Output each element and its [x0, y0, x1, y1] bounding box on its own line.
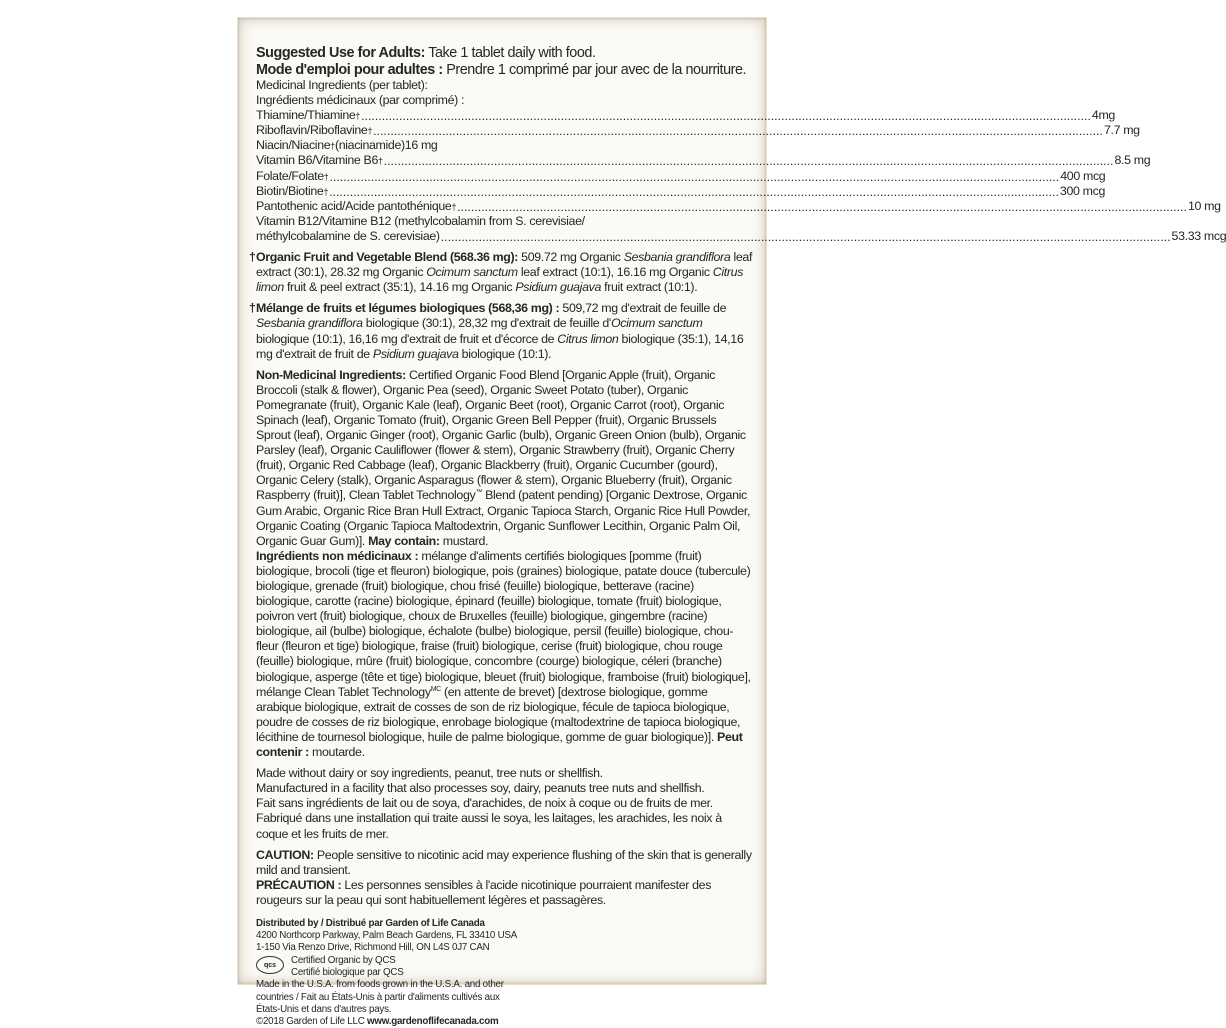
medicinal-heading-en: Medicinal Ingredients (per tablet):	[256, 78, 428, 92]
fruit-vegetable-blend-en: † Organic Fruit and Vegetable Blend (568.36 mg): 509.72 mg Organic Sesbania grandiflora leaf extract (30:1), 28.32 mg Organic Ocimum sanctum leaf extract (10:1), 16.16 mg Organic Citrus limon fruit & peel extract (35:1), 14.16 mg Organic Psidium guajava fruit extract (10:1).	[249, 250, 753, 295]
ingredient-row-riboflavin: Riboflavin/Riboflavine † ..... 7.7 mg	[256, 123, 753, 138]
made-in-statement: Made in the U.S.A. from foods grown in the U.S.A. and other countries / Fait au États-Unis à partir d'aliments cultivés aux États-Unis et dans d'autres pays.	[256, 979, 504, 1015]
ingredient-row-pantothenic-acid: Pantothenic acid/Acide pantothénique † ..... 10 mg	[256, 199, 753, 214]
medicinal-heading-fr: Ingrédients médicinaux (par comprimé) :	[256, 93, 465, 108]
allergen-statement-fr-2: Fabriqué dans une installation qui traite aussi le soya, les laitages, les arachides, les noix à coque et les fruits de mer.	[256, 811, 722, 841]
fruit-vegetable-blend-fr: † Mélange de fruits et légumes biologiques (568,36 mg) : 509,72 mg d'extrait de feuille de Sesbania grandiflora biologique (30:1), 28,32 mg d'extrait de feuille d'Ocimum sanctum biologique (10:1), 16,16 mg d'extrait de fruit et d'écorce de Citrus limon biologique (35:1), 14,16 mg d'extrait de fruit de Psidium guajava biologique (10:1).	[249, 301, 744, 361]
non-medicinal-ingredients-fr: Ingrédients non médicinaux : mélange d'aliments certifiés biologiques [pomme (fruit) biologique, brocoli (tige et fleuron) biologique, pois (graines) biologique, patate douce (tubercule) biologique, grenade (fruit) biologique, chou frisé (feuille) biologique, betterave (racine) biologique, carotte (racine) biologique, épinard (feuille) biologique, tomate (fruit) biologique, poivron vert (fruit) biologique, choux de Bruxelles (feuille) biologique, gingembre (racine) biologique, ail (bulbe) biologique, échalote (bulbe) biologique, persil (feuille) biologique, chou-fleur (fleuron et tige) biologique, fraise (fruit) biologique, cerise (fruit) biologique, chou rouge (feuille) biologique, mûre (fruit) biologique, concombre (courge) biologique, céleri (branche) biologique, asperge (tête et tige) biologique, bleuet (fruit) biologique, framboise (fruit) biologique], mélange Clean Tablet Technology$^{MC}$ (en attente de brevet) [dextrose biologique, gomme arabique biologique, extrait de cosses de son de riz biologique, fécule de tapioca biologique, poudre de cosses de riz biologique, enrobage biologique (maltodextrine de tapioca biologique, lécithine de tournesol biologique, huile de palme biologique, gomme de guar biologique)]. Peut contenir : moutarde.	[256, 548, 751, 760]
label-text	[249, 45, 1226, 1028]
suggested-use-en: Suggested Use for Adults: Take 1 tablet daily with food.	[256, 45, 596, 61]
suggested-use-fr: Mode d'emploi pour adultes : Prendre 1 comprimé par jour avec de la nourriture.	[256, 61, 747, 78]
distributor-block	[256, 918, 753, 1028]
qcs-logo-icon: qcs	[256, 956, 284, 974]
ingredient-row-folate: Folate/Folate † ..... 400 mcg	[256, 169, 753, 184]
caution-fr: PRÉCAUTION : Les personnes sensibles à l'acide nicotinique pourraient manifester des rougeurs sur la peau qui sont habituellement légères et passagères.	[256, 877, 712, 907]
address-usa: 4200 Northcorp Parkway, Palm Beach Gardens, FL 33410 USA	[256, 930, 517, 942]
ingredient-row-vitamin-b6: Vitamin B6/Vitamine B6 † ..... 8.5 mg	[256, 153, 753, 168]
ingredient-row-vitamin-b12: Vitamin B12/Vitamine B12 (methylcobalamin from S. cerevisiae/	[256, 213, 585, 228]
ingredient-row-vitamin-b12-amount: méthylcobalamine de S. cerevisiae) ..... 53.33 mcg	[256, 229, 753, 244]
supplement-label-panel	[237, 17, 1226, 1027]
certified-organic-fr: Certifié biologique par QCS	[291, 967, 404, 979]
distributor-name: Distributed by / Distribué par Garden of Life Canada	[256, 917, 485, 929]
certified-organic-en: Certified Organic by QCS	[291, 955, 396, 967]
non-medicinal-ingredients-en: Non-Medicinal Ingredients: Certified Organic Food Blend [Organic Apple (fruit), Organic Broccoli (stalk & flower), Organic Pea (seed), Organic Sweet Potato (tuber), Organic Pomegranate (fruit), Organic Kale (leaf), Organic Beet (root), Organic Carrot (root), Organic Spinach (leaf), Organic Tomato (fruit), Organic Green Bell Pepper (fruit), Organic Brussels Sprout (leaf), Organic Ginger (root), Organic Garlic (bulb), Organic Green Onion (bulb), Organic Parsley (leaf), Organic Cauliflower (flower & stem), Organic Strawberry (fruit), Organic Cherry (fruit), Organic Red Cabbage (leaf), Organic Blackberry (fruit), Organic Cucumber (gourd), Organic Celery (stalk), Organic Asparagus (flower & stem), Organic Blueberry (fruit), Organic Raspberry (fruit)], Clean Tablet Technology™ Blend (patent pending) [Organic Dextrose, Organic Gum Arabic, Organic Rice Bran Hull Extract, Organic Tapioca Starch, Organic Rice Hull Powder, Organic Coating (Organic Tapioca Maltodextrin, Organic Sunflower Lecithin, Organic Palm Oil, Organic Guar Gum)]. May contain: mustard.	[256, 367, 751, 548]
copyright-line: ©2018 Garden of Life LLC www.gardenoflifecanada.com	[256, 1015, 499, 1027]
allergen-statement-fr-1: Fait sans ingrédients de lait ou de soya, d'arachides, de noix à coque ou de fruits de mer.	[256, 796, 713, 811]
ingredient-row-niacin: Niacin/Niacine † (niacinamide)16 mg	[256, 138, 438, 153]
allergen-statement-en-2: Manufactured in a facility that also processes soy, dairy, peanuts tree nuts and shellfish.	[256, 781, 705, 796]
allergen-statement-en-1: Made without dairy or soy ingredients, peanut, tree nuts or shellfish.	[256, 766, 603, 781]
qcs-certification	[256, 955, 753, 979]
ingredient-row-biotin: Biotin/Biotine † ..... 300 mcg	[256, 184, 753, 199]
ingredient-row-thiamine: Thiamine/Thiamine † ..... 4mg	[256, 108, 753, 123]
website-link[interactable]: www.gardenoflifecanada.com	[364, 1015, 499, 1027]
caution-en: CAUTION: People sensitive to nicotinic acid may experience flushing of the skin that is generally mild and transient.	[256, 847, 752, 877]
address-canada: 1-150 Via Renzo Drive, Richmond Hill, ON L4S 0J7 CAN	[256, 942, 490, 954]
